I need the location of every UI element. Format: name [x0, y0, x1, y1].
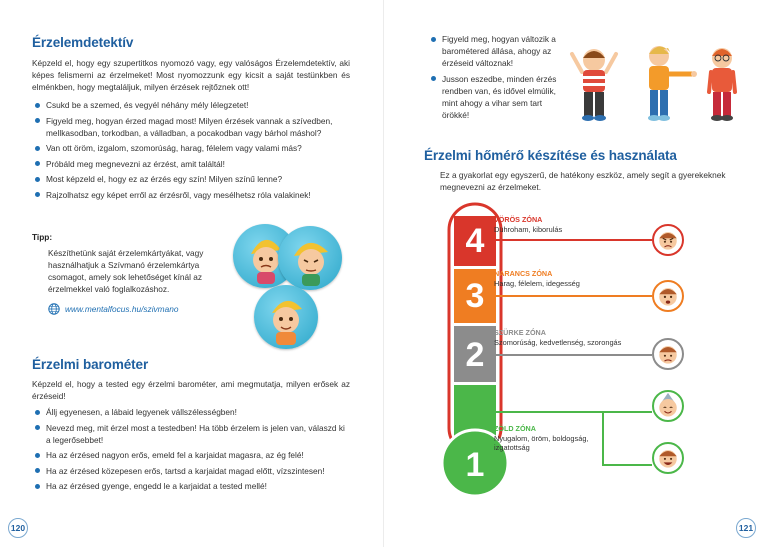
- right-page: [384, 0, 768, 547]
- list-item: Ha az érzésed gyenge, engedd le a karjaidat a tested mellé!: [32, 480, 350, 492]
- barometer-list: [32, 406, 350, 496]
- children-illustration: [564, 30, 754, 130]
- bullet-icon: [35, 146, 40, 151]
- zone-orange: [494, 269, 580, 288]
- bullet-icon: [431, 76, 436, 81]
- bullet-icon: [35, 484, 40, 489]
- angry-face-icon: [652, 224, 684, 256]
- zone-number-3: 3: [465, 277, 485, 315]
- page-number: 121: [736, 518, 756, 538]
- list-item: Ha az érzésed nagyon erős, emeld fel a karjaidat magasra, az ég felé!: [32, 449, 350, 461]
- worried-face-icon: [652, 280, 684, 312]
- list-item: Figyeld meg, hogyan változik a barométered állása, ahogy az érzéseid változnak!: [428, 33, 568, 69]
- tip-link[interactable]: [48, 303, 178, 315]
- zone-connector-red: [492, 239, 652, 241]
- child-arms-down: [709, 48, 735, 121]
- zone-description: Dühroham, kiborulás: [494, 225, 563, 234]
- emotion-thermometer: [436, 200, 522, 500]
- page-number: 120: [8, 518, 28, 538]
- zone-name: ZÖLD ZÓNA: [494, 424, 536, 433]
- bullet-icon: [431, 37, 436, 42]
- tip-text: Készíthetünk saját érzelemkártyákat, vagy használhatjuk a Szívmanó érzelemkártya csomagot, amely sok lehetőséget kínál az érzelmekkel való foglalkozáshoz.: [48, 248, 204, 294]
- list-item: Nevezd meg, mit érzel most a testedben! Ha több érzelem is jelen van, válaszd ki a legerősebbet!: [32, 422, 350, 446]
- section-title-homero: Érzelmi hőmérő készítése és használata: [424, 148, 677, 163]
- zone-connector-orange: [492, 295, 652, 297]
- bullet-icon: [35, 410, 40, 415]
- bullet-icon: [35, 192, 40, 197]
- zone-connector-green: [492, 411, 652, 413]
- zone-name: VÖRÖS ZÓNA: [494, 215, 543, 224]
- list-item: Állj egyenesen, a lábaid legyenek vállszélességben!: [32, 406, 350, 418]
- list-item: Csukd be a szemed, és vegyél néhány mély lélegzetet!: [32, 99, 350, 111]
- list-item: Rajzolhatsz egy képet erről az érzésről, vagy mesélhetsz róla valakinek!: [32, 189, 350, 201]
- homero-intro: Ez a gyakorlat egy egyszerű, de hatékony eszköz, amely segít a gyerekeknek megnevezni az érzelmeket.: [440, 170, 726, 192]
- tip-title: Tipp:: [32, 232, 53, 242]
- child-arms-up: [572, 49, 616, 121]
- zone-name: NARANCS ZÓNA: [494, 269, 553, 278]
- detektiv-list: [32, 99, 350, 204]
- list-item: Figyeld meg, hogyan érzed magad most! Milyen érzések vannak a szívedben, mellkasodban, torkodban, a válladban, a pocakodban vagy bárhol máshol?: [32, 115, 350, 139]
- sad-face-icon: [652, 338, 684, 370]
- zone-connector-green-vertical: [602, 411, 604, 466]
- list-item: Próbáld meg megnevezni az érzést, amit találtál!: [32, 158, 350, 170]
- globe-icon: [48, 303, 60, 315]
- emotion-card-image: [254, 285, 318, 349]
- barometer-intro: Képzeld el, hogy a tested egy érzelmi barométer, ami megmutatja, milyen erősek az érzéseid!: [32, 379, 350, 401]
- zone-green: [494, 424, 614, 452]
- happy-face-icon: [652, 442, 684, 474]
- zone-number-2: 2: [465, 336, 485, 374]
- bullet-icon: [35, 118, 40, 123]
- bullet-icon: [35, 453, 40, 458]
- zone-name: SZÜRKE ZÓNA: [494, 328, 546, 337]
- bullet-icon: [35, 103, 40, 108]
- zone-connector-grey: [492, 354, 652, 356]
- zone-red: [494, 215, 562, 234]
- bullet-icon: [35, 425, 40, 430]
- zone-number-4: 4: [465, 222, 485, 260]
- emotion-card-image: [278, 226, 342, 290]
- list-item: Jusson eszedbe, minden érzés rendben van, és idővel elmúlik, mint ahogy a vihar sem tart örökké!: [428, 73, 568, 121]
- section-title-barometer: Érzelmi barométer: [32, 357, 149, 372]
- section-title-detektiv: Érzelemdetektív: [32, 35, 134, 50]
- zone-description: Harag, félelem, idegesség: [494, 279, 580, 288]
- list-item: Ha az érzésed közepesen erős, tartsd a karjaidat magad előtt, vízszintesen!: [32, 465, 350, 477]
- detektiv-intro: Képzeld el, hogy egy szupertitkos nyomozó vagy, egy valóságos Érzelemdetektív, aki képes felismerni az érzelmeket! Most nyomozzunk egy kicsit a saját testünkben és elménkben, hogy megtaláljuk, milyen érzések rejtőznek ott!: [32, 58, 350, 92]
- list-item: Most képzeld el, hogy ez az érzés egy szín! Milyen színű lenne?: [32, 173, 350, 185]
- zone-description: Szomorúság, kedvetlenség, szorongás: [494, 338, 622, 347]
- tip-url[interactable]: www.mentalfocus.hu/szivmano: [65, 304, 179, 314]
- zone-number-1: 1: [465, 446, 485, 484]
- bullet-icon: [35, 161, 40, 166]
- barometer-followup-list: [428, 33, 568, 124]
- list-item: Van ott öröm, izgalom, szomorúság, harag, félelem vagy valami más?: [32, 142, 350, 154]
- elf-illustration: [254, 285, 318, 349]
- zone-grey: [494, 328, 621, 347]
- bullet-icon: [35, 177, 40, 182]
- bullet-icon: [35, 468, 40, 473]
- calm-face-icon: [652, 390, 684, 422]
- child-arms-forward: [648, 46, 697, 121]
- elf-illustration: [278, 226, 342, 290]
- zone-connector-green-2: [602, 464, 652, 466]
- zone-description: Nyugalom, öröm, boldogság, izgatottság: [494, 434, 589, 452]
